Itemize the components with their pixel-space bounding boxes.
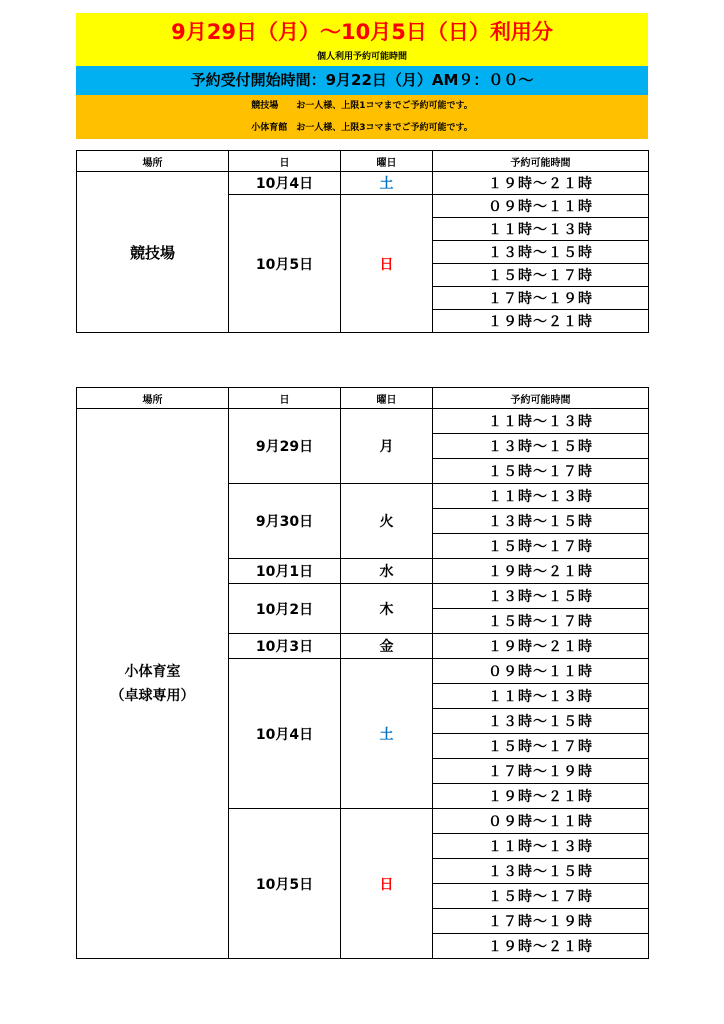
header-date: 日	[229, 151, 341, 172]
weekday-cell: 火	[341, 484, 433, 559]
table-row	[77, 172, 649, 195]
time-slot-cell: １７時～１９時	[433, 287, 649, 310]
time-slot-cell: １１時～１３時	[433, 409, 649, 434]
date-cell: 10月5日	[229, 809, 341, 959]
header-weekday: 曜日	[341, 388, 433, 409]
time-slot-cell: １５時～１７時	[433, 459, 649, 484]
date-cell: 9月29日	[229, 409, 341, 484]
time-slot-cell: １３時～１５時	[433, 709, 649, 734]
time-slot-cell: １９時～２１時	[433, 172, 649, 195]
header-place: 場所	[77, 151, 229, 172]
time-slot-cell: １１時～１３時	[433, 684, 649, 709]
header-available-time: 予約可能時間	[433, 151, 649, 172]
header-weekday: 曜日	[341, 151, 433, 172]
time-slot-cell: １９時～２１時	[433, 559, 649, 584]
table-header-row	[77, 388, 649, 409]
time-slot-cell: ０９時～１１時	[433, 195, 649, 218]
weekday-cell: 木	[341, 584, 433, 634]
weekday-cell: 土	[341, 659, 433, 809]
time-slot-cell: １３時～１５時	[433, 434, 649, 459]
time-slot-cell: １３時～１５時	[433, 509, 649, 534]
time-slot-cell: ０９時～１１時	[433, 659, 649, 684]
date-cell: 10月2日	[229, 584, 341, 634]
table-row	[77, 409, 649, 434]
time-slot-cell: １５時～１７時	[433, 264, 649, 287]
time-slot-cell: １５時～１７時	[433, 734, 649, 759]
date-cell: 9月30日	[229, 484, 341, 559]
stadium-schedule-table	[76, 150, 649, 333]
small-gym-schedule-table	[76, 387, 649, 959]
weekday-cell: 水	[341, 559, 433, 584]
note-small-gym: 小体育館 お一人様、上限3コマまでご予約可能です。	[251, 123, 473, 133]
time-slot-cell: １１時～１３時	[433, 834, 649, 859]
time-slot-cell: １３時～１５時	[433, 241, 649, 264]
page-subtitle: 個人利用予約可能時間	[76, 49, 648, 66]
time-slot-cell: １５時～１７時	[433, 884, 649, 909]
date-cell: 10月4日	[229, 172, 341, 195]
time-slot-cell: １１時～１３時	[433, 484, 649, 509]
time-slot-cell: １１時～１３時	[433, 218, 649, 241]
time-slot-cell: １９時～２１時	[433, 310, 649, 333]
weekday-cell: 日	[341, 809, 433, 959]
place-note: （卓球専用）	[110, 687, 195, 704]
date-cell: 10月3日	[229, 634, 341, 659]
place-cell	[77, 409, 229, 959]
time-slot-cell: １７時～１９時	[433, 759, 649, 784]
place-cell: 競技場	[77, 172, 229, 333]
header-place: 場所	[77, 388, 229, 409]
weekday-cell: 金	[341, 634, 433, 659]
reservation-notes	[76, 95, 648, 139]
time-slot-cell: １３時～１５時	[433, 584, 649, 609]
time-slot-cell: １９時～２１時	[433, 934, 649, 959]
reservation-start-time: 予約受付開始時間：9月22日（月）AM９：００～	[76, 66, 648, 95]
header-date: 日	[229, 388, 341, 409]
page-title: 9月29日（月）～10月5日（日）利用分	[76, 13, 648, 49]
weekday-cell: 日	[341, 195, 433, 333]
time-slot-cell: １３時～１５時	[433, 859, 649, 884]
table-header-row	[77, 151, 649, 172]
time-slot-cell: １７時～１９時	[433, 909, 649, 934]
date-cell: 10月5日	[229, 195, 341, 333]
time-slot-cell: １９時～２１時	[433, 784, 649, 809]
weekday-cell: 月	[341, 409, 433, 484]
time-slot-cell: ０９時～１１時	[433, 809, 649, 834]
header-available-time: 予約可能時間	[433, 388, 649, 409]
weekday-cell: 土	[341, 172, 433, 195]
note-stadium: 競技場 お一人様、上限1コマまでご予約可能です。	[251, 101, 473, 111]
time-slot-cell: １５時～１７時	[433, 534, 649, 559]
place-name: 小体育室	[124, 663, 181, 680]
date-cell: 10月1日	[229, 559, 341, 584]
time-slot-cell: １９時～２１時	[433, 634, 649, 659]
date-cell: 10月4日	[229, 659, 341, 809]
time-slot-cell: １５時～１７時	[433, 609, 649, 634]
